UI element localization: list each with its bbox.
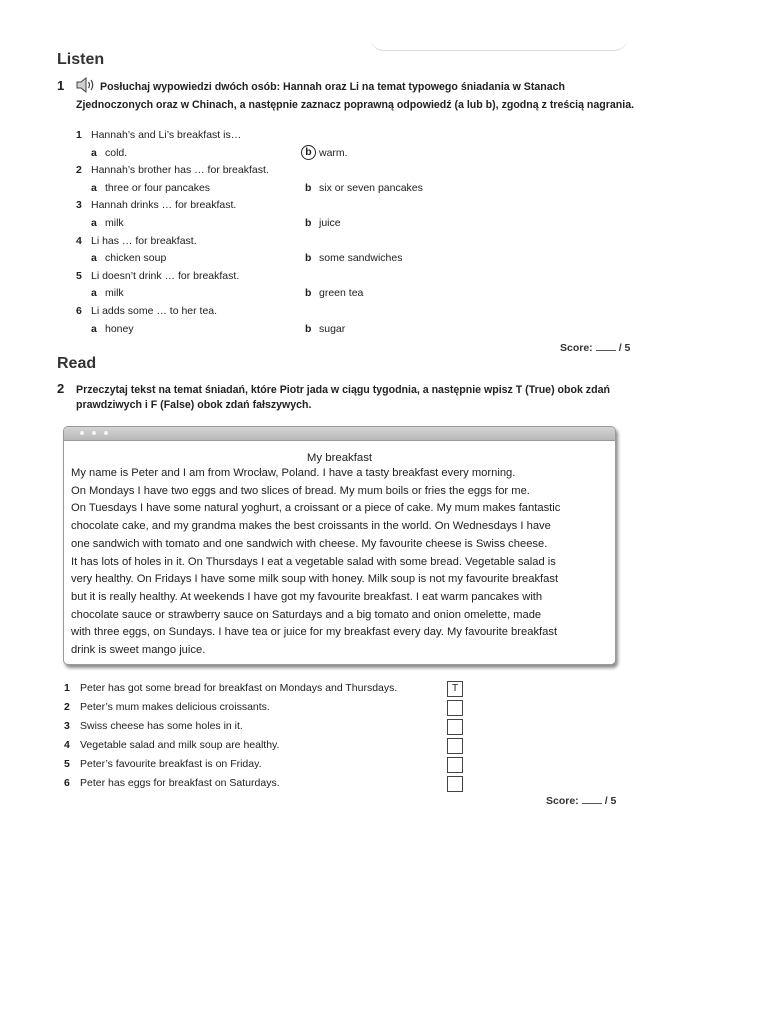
reading-line: but it is really healthy. At weekends I have got my favourite breakfast. I eat warm pancakes with	[71, 590, 543, 603]
exercise-1-instruction	[76, 77, 636, 112]
reading-line: with three eggs, on Sundays. I have tea or juice for my breakfast every day. My favourite breakfast	[71, 626, 558, 639]
statement-text: Swiss cheese has some holes in it.	[80, 720, 243, 732]
statement-number: 3	[64, 720, 70, 732]
reading-line: drink is sweet mango juice.	[71, 644, 206, 657]
statement-text: Peter has eggs for breakfast on Saturdays.	[80, 777, 280, 789]
answer-row	[76, 182, 636, 200]
option-a-label[interactable]: a	[91, 216, 97, 229]
listen-heading: Listen	[57, 51, 105, 68]
reading-title: My breakfast	[306, 452, 373, 464]
option-b-label-selected[interactable]: b	[301, 145, 316, 160]
score-blank[interactable]	[582, 803, 602, 804]
question-number: 6	[76, 304, 82, 317]
statement-text: Peter’s favourite breakfast is on Friday.	[80, 758, 262, 770]
window-dot-icon	[104, 431, 108, 435]
option-a-text[interactable]: milk	[105, 216, 124, 229]
answer-row	[76, 217, 636, 235]
question-row	[76, 305, 636, 323]
option-a-label[interactable]: a	[91, 181, 97, 194]
option-b-text[interactable]: juice	[319, 216, 341, 229]
read-heading: Read	[57, 355, 97, 372]
statement-row	[64, 720, 474, 739]
statement-text: Peter’s mum makes delicious croissants.	[80, 701, 270, 713]
question-text: Hannah’s brother has … for breakfast.	[91, 164, 269, 177]
question-number: 1	[76, 129, 82, 141]
listen-score	[560, 342, 630, 354]
option-b-text[interactable]: green tea	[319, 287, 364, 300]
answer-row	[76, 323, 636, 341]
statement-row	[64, 739, 474, 758]
statement-text: Peter has got some bread for breakfast on Mondays and Thursdays.	[80, 682, 398, 694]
score-label: Score:	[546, 795, 579, 807]
statement-number: 2	[64, 701, 70, 713]
answer-row	[76, 252, 636, 270]
reading-line: My name is Peter and I am from Wrocław, Poland. I have a tasty breakfast every morning.	[71, 467, 516, 479]
answer-row	[76, 147, 636, 165]
answer-box[interactable]	[447, 776, 463, 792]
listen-question-list	[76, 129, 636, 340]
reading-text-window	[63, 426, 616, 665]
score-label: Score:	[560, 342, 593, 354]
question-text: Hannah’s and Li’s breakfast is…	[91, 129, 242, 141]
statement-row	[64, 758, 474, 777]
option-b-text[interactable]: warm.	[319, 146, 348, 159]
score-total: / 5	[618, 342, 631, 354]
answer-box[interactable]: T	[447, 681, 463, 697]
option-b-label[interactable]: b	[305, 181, 312, 194]
statement-row	[64, 701, 474, 720]
statement-number: 4	[64, 739, 70, 751]
answer-box[interactable]	[447, 719, 463, 735]
statement-row	[64, 777, 474, 796]
question-row	[76, 199, 636, 217]
option-a-text[interactable]: cold.	[105, 146, 128, 159]
question-text: Li adds some … to her tea.	[91, 304, 218, 317]
read-score	[546, 795, 616, 807]
option-a-text[interactable]: three or four pancakes	[105, 181, 211, 194]
reading-line: chocolate cake, and my grandma makes the best croissants in the world. On Wednesdays I have	[71, 520, 551, 533]
option-b-text[interactable]: sugar	[319, 322, 346, 335]
statement-row	[64, 682, 474, 701]
reading-line: chocolate sauce or strawberry sauce on Saturdays and a big tomato and onion omelette, made	[71, 608, 542, 621]
exercise-1-instruction-text: Posłuchaj wypowiedzi dwóch osób: Hannah oraz Li na temat typowego śniadania w Stanach Zjednoczonych oraz w Chinach, a następnie zaznacz poprawną odpowiedź (a lub b), zgodną z treścią nagrania.	[76, 81, 635, 111]
exercise-2-number: 2	[57, 381, 65, 396]
question-number: 5	[76, 269, 82, 282]
question-number: 4	[76, 234, 82, 247]
reading-line: It has lots of holes in it. On Thursdays I eat a vegetable salad with some bread. Vegetable salad is	[71, 555, 556, 568]
answer-box[interactable]	[447, 738, 463, 754]
option-a-text[interactable]: chicken soup	[105, 252, 167, 265]
option-a-label[interactable]: a	[91, 322, 97, 335]
reading-line: On Tuesdays I have some natural yoghurt, a croissant or a piece of cake. My mum makes fantastic	[71, 502, 561, 515]
reading-body	[64, 465, 615, 660]
window-title-bar	[64, 427, 615, 441]
option-a-label[interactable]: a	[91, 287, 97, 300]
option-b-label[interactable]: b	[305, 287, 312, 300]
score-total: / 5	[604, 795, 617, 807]
option-b-label[interactable]: b	[305, 252, 312, 265]
option-b-label[interactable]: b	[305, 216, 312, 229]
option-b-text[interactable]: six or seven pancakes	[319, 181, 423, 194]
option-a-text[interactable]: honey	[105, 322, 134, 335]
top-tab-decoration	[370, 36, 628, 51]
option-b-text[interactable]: some sandwiches	[319, 252, 403, 265]
reading-line: On Mondays I have two eggs and two slices of bread. My mum boils or fries the eggs for me.	[71, 484, 530, 497]
option-a-label[interactable]: a	[91, 146, 97, 159]
question-text: Li doesn’t drink … for breakfast.	[91, 269, 240, 282]
option-a-text[interactable]: milk	[105, 287, 124, 300]
question-text: Li has … for breakfast.	[91, 234, 197, 247]
statement-number: 6	[64, 777, 70, 789]
question-number: 2	[76, 164, 82, 177]
answer-row	[76, 287, 636, 305]
answer-box[interactable]	[447, 757, 463, 773]
statement-text: Vegetable salad and milk soup are healthy.	[80, 739, 280, 751]
statement-number: 5	[64, 758, 70, 770]
reading-line: one sandwich with tomato and one sandwich with cheese. My favourite cheese is Swiss cheese.	[71, 537, 548, 550]
statement-number: 1	[64, 682, 70, 694]
exercise-1-number: 1	[57, 78, 65, 93]
question-number: 3	[76, 199, 82, 212]
window-dot-icon	[92, 431, 96, 435]
question-row	[76, 129, 636, 147]
true-false-list	[64, 682, 474, 796]
question-text: Hannah drinks … for breakfast.	[91, 199, 237, 212]
score-blank[interactable]	[596, 350, 616, 351]
question-row	[76, 270, 636, 288]
exercise-2-instruction: Przeczytaj tekst na temat śniadań, które Piotr jada w ciągu tygodnia, a następnie wpisz T (True) obok zdań prawdziwych i F (False) obok zdań fałszywych.	[76, 384, 610, 411]
answer-box[interactable]	[447, 700, 463, 716]
option-b-label[interactable]: b	[305, 322, 312, 335]
option-a-label[interactable]: a	[91, 252, 97, 265]
question-row	[76, 164, 636, 182]
reading-line: very healthy. On Fridays I have some milk soup with honey. Milk soup is not my favourite breakfast	[71, 573, 559, 586]
speaker-icon[interactable]	[76, 77, 96, 98]
window-dot-icon	[80, 431, 84, 435]
question-row	[76, 235, 636, 253]
